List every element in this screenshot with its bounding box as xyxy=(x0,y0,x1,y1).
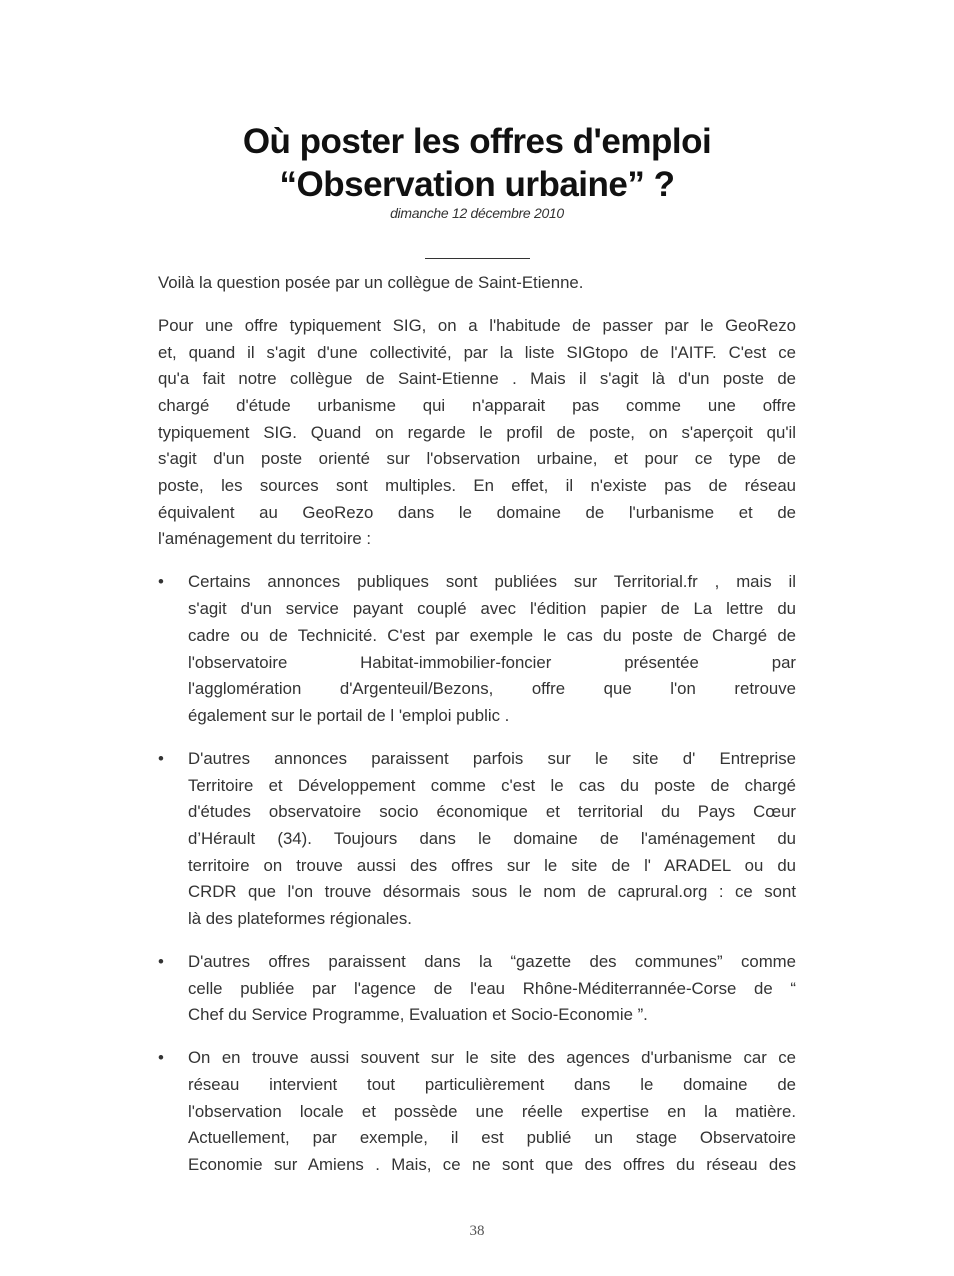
page-title-line-1: Où poster les offres d'emploi xyxy=(242,122,712,161)
text-line: d'études observatoire socio économique et territorial du Pays Cœur xyxy=(188,802,796,822)
text-line: On en trouve aussi souvent sur le site des agences d'urbanisme car ce xyxy=(188,1048,796,1068)
text-line: D'autres offres paraissent dans la “gazette des communes” comme xyxy=(188,952,796,971)
text-line: typiquement SIG. Quand on regarde le profil de poste, on s'aperçoit qu'il xyxy=(158,422,796,442)
text-line: l'agglomération d'Argenteuil/Bezons, offre que l'on retrouve xyxy=(188,679,796,699)
bullet-icon: • xyxy=(158,952,164,971)
text-line: également sur le portail de l 'emploi public . xyxy=(188,705,510,725)
paragraph xyxy=(158,313,796,553)
page-number: 38 xyxy=(469,1223,485,1239)
text-line: s'agit d'un service payant couplé avec l'édition papier de La lettre du xyxy=(188,599,796,619)
text-line: l'observatoire Habitat-immobilier-foncier présentée par xyxy=(188,652,796,672)
bullet-icon: • xyxy=(158,572,164,592)
article-date: dimanche 12 décembre 2010 xyxy=(390,205,564,221)
bullet-item xyxy=(158,1045,796,1178)
text-line: Chef du Service Programme, Evaluation et Socio-Economie ”. xyxy=(188,1005,648,1025)
text-line: Actuellement, par exemple, il est publié un stage Observatoire xyxy=(188,1128,796,1148)
text-line: l'aménagement du territoire : xyxy=(158,529,372,549)
page-title-line-2: “Observation urbaine” ? xyxy=(279,165,675,204)
paragraph xyxy=(158,270,796,297)
text-line: Economie sur Amiens . Mais, ce ne sont que des offres du réseau des xyxy=(188,1155,796,1175)
text-line: Voilà la question posée par un collègue de Saint-Etienne. xyxy=(158,273,584,292)
separator-rule xyxy=(425,258,530,259)
bullet-item xyxy=(158,949,796,1029)
text-line: et, quand il s'agit d'une collectivité, par la liste SIGtopo de l'AITF. C'est ce xyxy=(158,342,796,362)
text-line: chargé d'étude urbanisme qui n'apparait pas comme une offre xyxy=(158,396,796,416)
text-line: CRDR que l'on trouve désormais sous le nom de caprural.org : ce sont xyxy=(188,882,796,902)
bullet-icon: • xyxy=(158,1048,164,1068)
text-line: qu'a fait notre collègue de Saint-Etienne . Mais il s'agit là d'un poste de xyxy=(158,369,796,389)
text-line: s'agit d'un poste orienté sur l'observation urbaine, et pour ce type de xyxy=(158,449,796,469)
text-line: territoire on trouve aussi des offres sur le site de l' ARADEL ou du xyxy=(188,855,796,875)
text-line: l'observation locale et possède une réelle expertise en la matière. xyxy=(188,1101,796,1121)
text-line: Territoire et Développement comme c'est le cas du poste de chargé xyxy=(188,775,796,795)
text-line: poste, les sources sont multiples. En effet, il n'existe pas de réseau xyxy=(158,476,796,496)
text-line: Certains annonces publiques sont publiées sur Territorial.fr , mais il xyxy=(188,572,796,592)
article-body xyxy=(158,270,796,1195)
text-line: celle publiée par l'agence de l'eau Rhône-Méditerrannée-Corse de “ xyxy=(188,978,796,998)
text-line: réseau intervient tout particulièrement dans le domaine de xyxy=(188,1075,796,1095)
text-line: d’Hérault (34). Toujours dans le domaine de l'aménagement du xyxy=(188,828,796,848)
text-line: Pour une offre typiquement SIG, on a l'habitude de passer par le GeoRezo xyxy=(158,315,796,335)
bullet-item xyxy=(158,569,796,729)
bullet-item xyxy=(158,746,796,933)
text-line: là des plateformes régionales. xyxy=(188,909,412,929)
text-line: équivalent au GeoRezo dans le domaine de l'urbanisme et de xyxy=(158,502,796,522)
bullet-icon: • xyxy=(158,748,164,768)
text-line: cadre ou de Technicité. C'est par exemple le cas du poste de Chargé de xyxy=(188,625,796,645)
text-line: D'autres annonces paraissent parfois sur le site d' Entreprise xyxy=(188,748,796,768)
